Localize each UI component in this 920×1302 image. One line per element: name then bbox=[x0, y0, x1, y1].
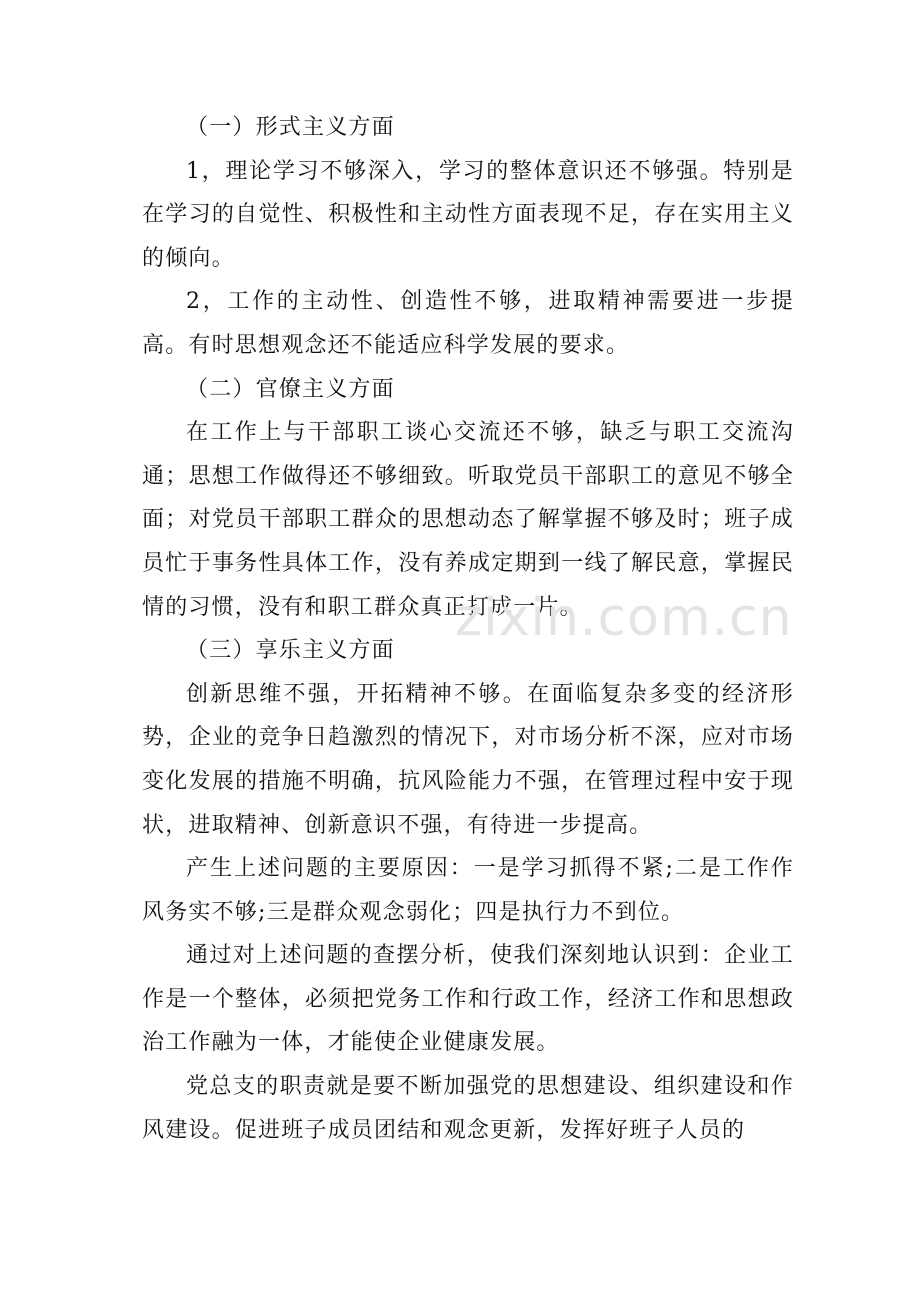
section-heading-bureaucratism: （二）官僚主义方面 bbox=[186, 376, 395, 402]
section-heading-formalism: （一）形式主义方面 bbox=[186, 115, 395, 140]
watermark: zixin.com.cn bbox=[455, 588, 793, 648]
document-body bbox=[142, 106, 794, 1152]
section-heading-hedonism: （三）享乐主义方面 bbox=[186, 638, 395, 664]
paragraph-innovation: 创新思维不强，开拓精神不够。在面临复杂多变的经济形势，企业的竞争日趋激烈的情况下，对市场分析不深，应对市场变化发展的措施不明确，抗风险能力不强，在管理过程中安于现状，进取精神、创新意识不强，有待进一步提高。 bbox=[142, 681, 794, 838]
paragraph-duties: 党总支的职责就是要不断加强党的思想建设、组织建设和作风建设。促进班子成员团结和观念更新，发挥好班子人员的 bbox=[142, 1074, 794, 1143]
paragraph-study: 1，理论学习不够深入，学习的整体意识还不够强。特别是在学习的自觉性、积极性和主动性方面表现不足，存在实用主义的倾向。 bbox=[142, 158, 794, 271]
paragraph-communication: 在工作上与干部职工谈心交流还不够，缺乏与职工交流沟通；思想工作做得还不够细致。听取党员干部职工的意见不够全面；对党员干部职工群众的思想动态了解掌握不够及时；班子成员忙于事务性具体工作，没有养成定期到一线了解民意，掌握民情的习惯，没有和职工群众真正打成一片。 bbox=[142, 420, 794, 620]
paragraph-causes: 产生上述问题的主要原因：一是学习抓得不紧;二是工作作风务实不够;三是群众观念弱化；四是执行力不到位。 bbox=[142, 856, 794, 925]
paragraph-analysis: 通过对上述问题的查摆分析，使我们深刻地认识到：企业工作是一个整体，必须把党务工作和行政工作，经济工作和思想政治工作融为一体，才能使企业健康发展。 bbox=[142, 943, 794, 1056]
paragraph-initiative: 2，工作的主动性、创造性不够，进取精神需要进一步提高。有时思想观念还不能适应科学发展的要求。 bbox=[142, 289, 794, 358]
